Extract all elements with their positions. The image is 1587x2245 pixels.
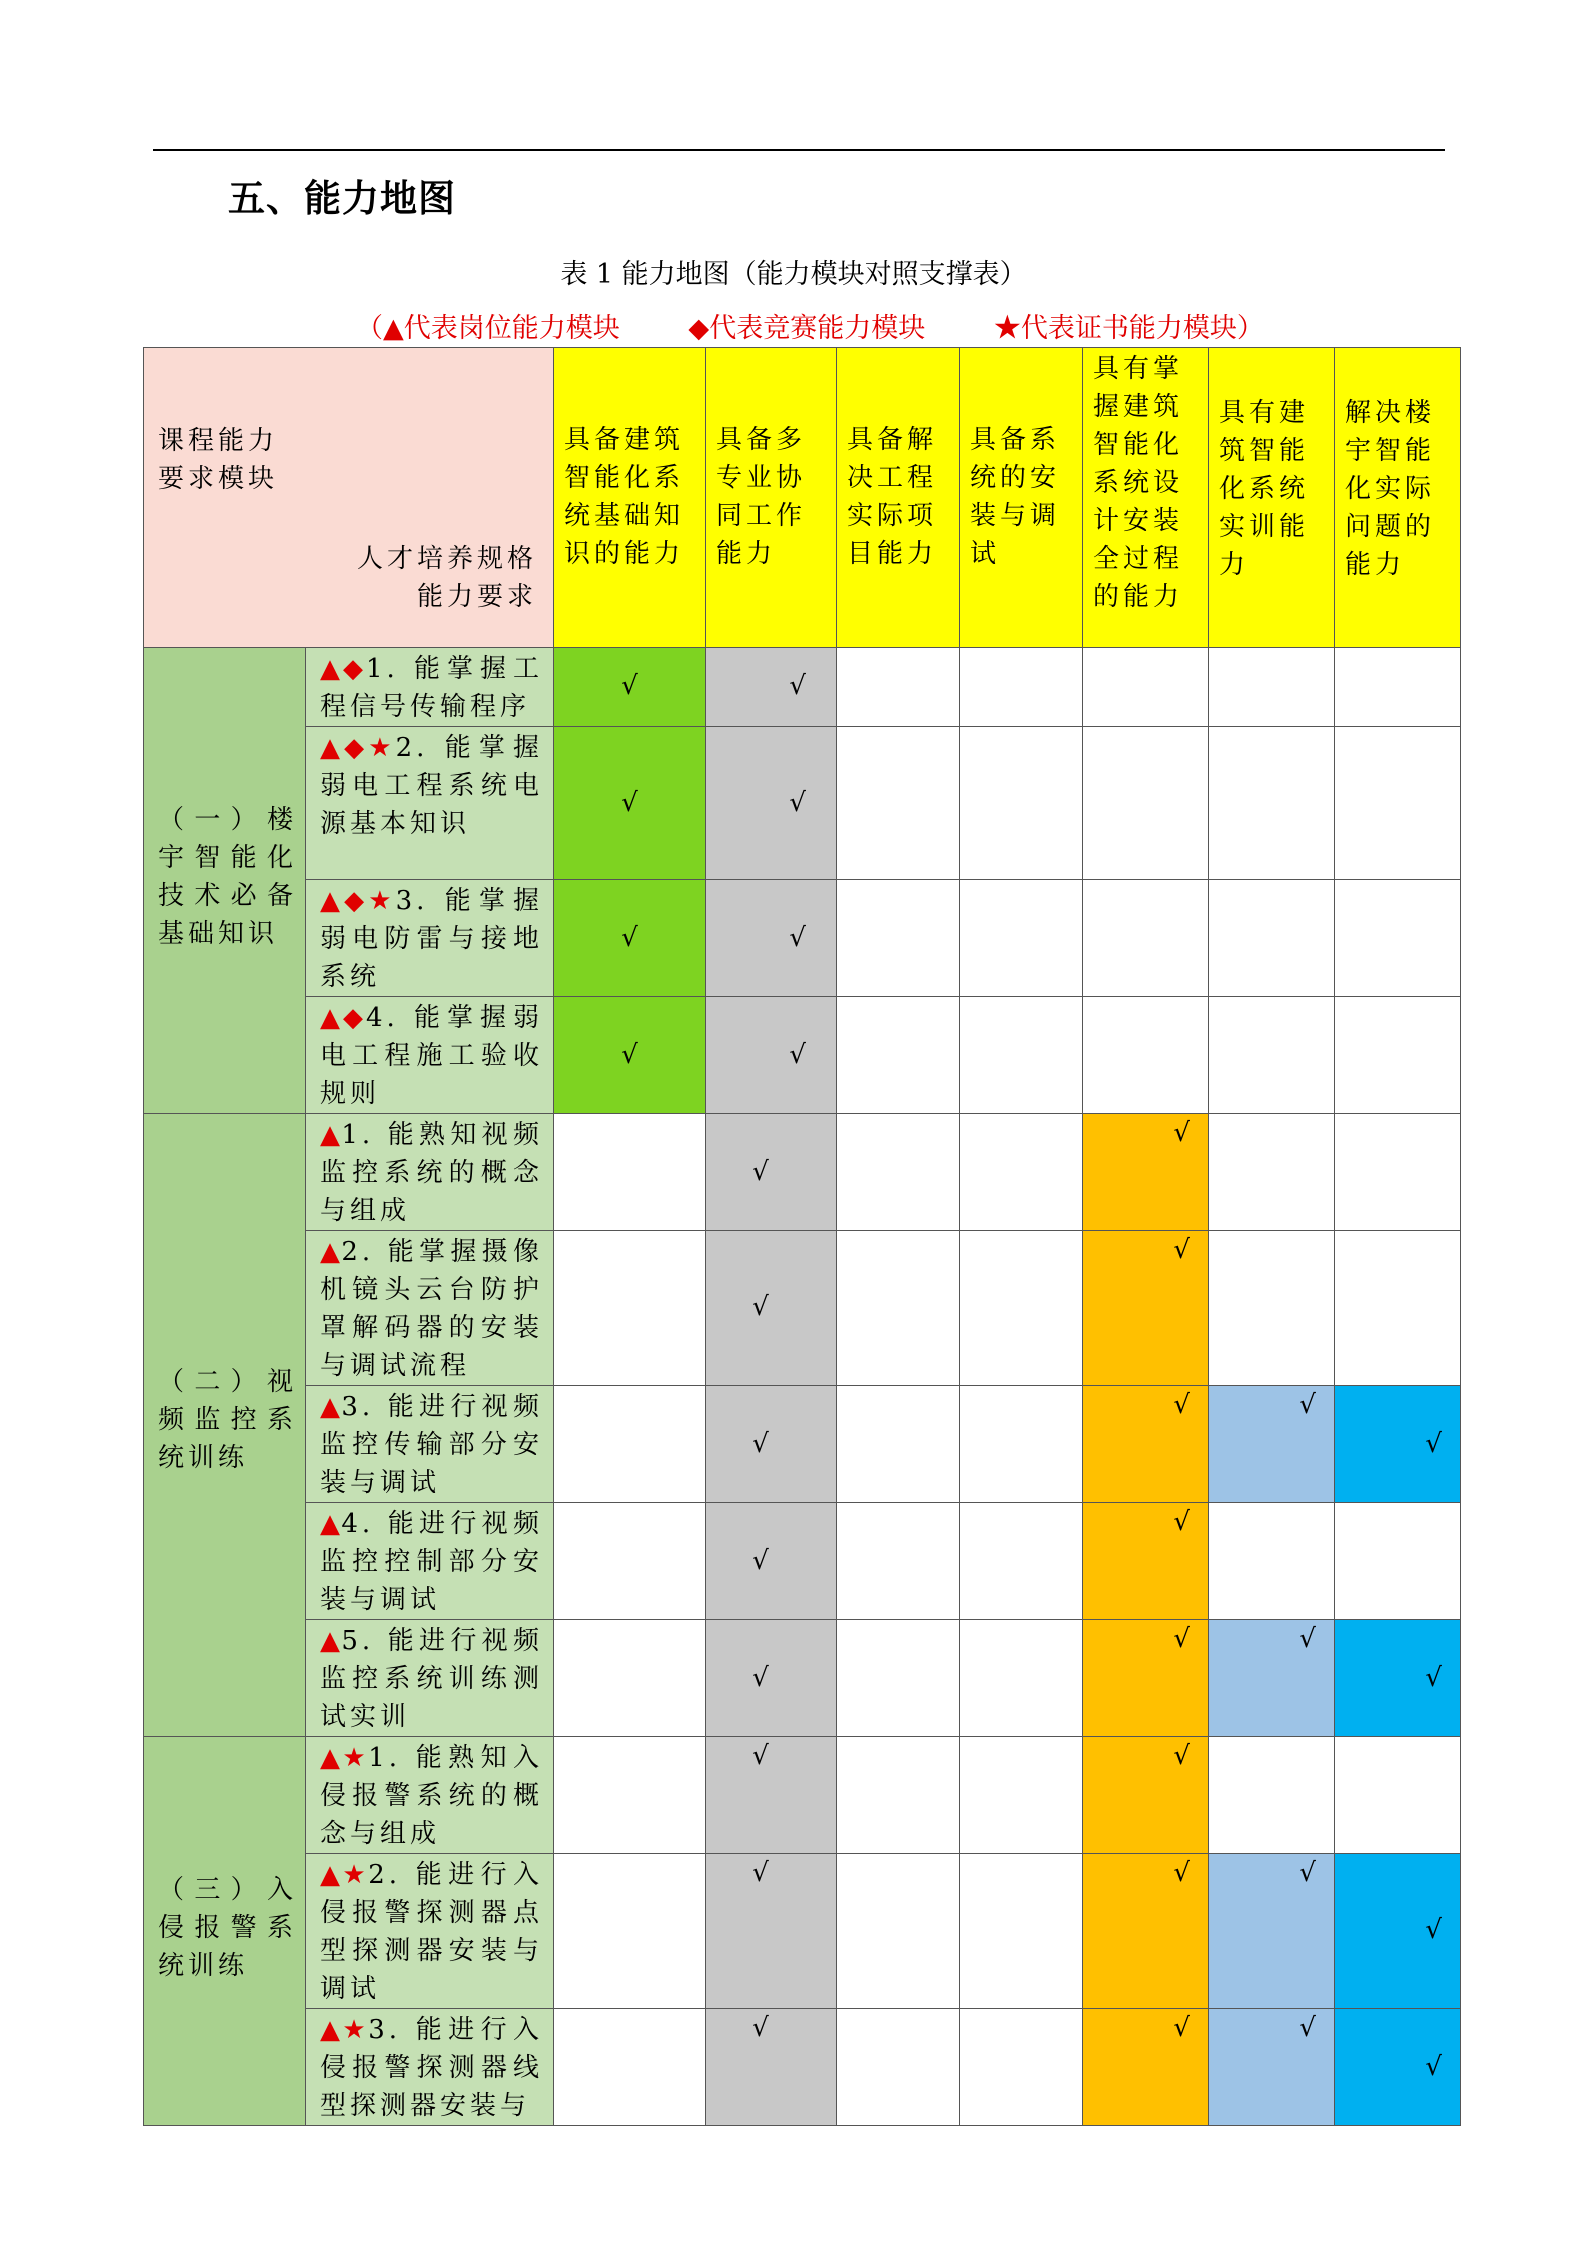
check-mark: √ [1173,2013,1190,2043]
item-text: 3. 能进行入侵报警探测器线型探测器安装与 [320,2015,543,2121]
ability-cell [1083,1386,1209,1503]
check-mark: √ [1173,1741,1190,1771]
header-column-5 [1083,348,1209,648]
ability-cell [960,1854,1083,2009]
item-cell-wrap [306,2009,553,2125]
ability-cell [1083,648,1209,727]
ability-cell [1209,997,1335,1114]
ability-cell [837,1737,960,1854]
module-cell-wrap [144,648,305,1106]
ability-cell [837,880,960,997]
table-caption: 表 1 能力地图（能力模块对照支撑表） [560,259,1027,290]
ability-cell [1209,1503,1335,1620]
ability-cell [1083,2009,1209,2126]
check-mark: √ [621,922,638,953]
check-mark: √ [1425,2051,1442,2082]
item-cell-wrap [306,1114,553,1230]
check-mark: √ [1173,1390,1190,1420]
header-column-2 [706,348,837,648]
item-cell [306,1114,554,1231]
item-text: 2. 能掌握弱电工程系统电源基本知识 [320,733,543,839]
item-cell [306,2009,554,2126]
item-marks: ▲★ [320,2015,369,2045]
ability-cell [1083,1231,1209,1386]
header-column-wrap [1083,348,1208,647]
ability-cell [960,2009,1083,2126]
module-cell-wrap [144,1114,305,1726]
ability-cell [1083,1114,1209,1231]
item-text: 2. 能进行入侵报警探测器点型探测器安装与调试 [320,1860,543,2004]
check-mark: √ [1425,1662,1442,1693]
check-mark: √ [1299,1624,1316,1654]
ability-cell [837,1503,960,1620]
item-cell-wrap [306,648,553,726]
item-cell [306,1737,554,1854]
ability-cell [837,727,960,880]
legend: （▲代表岗位能力模块 ◆代表竞赛能力模块 ★代表证书能力模块） [356,313,1264,344]
ability-cell [960,997,1083,1114]
header-column-label: 具有掌 握建筑 智能化 系统设 计安装 全过程 的能力 [1093,354,1184,612]
ability-cell [1209,1737,1335,1854]
item-cell-wrap [306,1854,553,2008]
ability-cell [960,1231,1083,1386]
item-text: 3. 能掌握弱电防雷与接地系统 [320,886,543,992]
ability-cell [554,648,706,727]
ability-cell [706,880,837,997]
ability-cell [706,648,837,727]
ability-cell [554,1737,706,1854]
ability-cell [706,2009,837,2126]
header-column-label: 具备多 专业协 同工作 能力 [716,424,807,569]
ability-cell [706,1620,837,1737]
check-mark: √ [1173,1118,1190,1148]
ability-cell [1209,1114,1335,1231]
check-mark: √ [752,1428,769,1459]
item-text: 4. 能掌握弱电工程施工验收规则 [320,1003,543,1109]
ability-cell [554,1231,706,1386]
ability-cell [706,1737,837,1854]
ability-cell [1209,1231,1335,1386]
top-rule [153,149,1445,151]
module-cell-wrap [144,1737,305,2119]
item-cell [306,648,554,727]
check-mark: √ [621,1039,638,1070]
ability-cell [960,1503,1083,1620]
module-cell-1 [144,648,306,1114]
item-marks: ▲ [320,1392,342,1422]
item-marks: ▲★ [320,1743,369,1773]
ability-cell [706,1386,837,1503]
ability-cell [554,1114,706,1231]
ability-cell [837,1231,960,1386]
item-cell-wrap [306,1386,553,1502]
check-mark: √ [1173,1858,1190,1888]
ability-cell [554,1386,706,1503]
ability-cell [706,727,837,880]
ability-cell [1209,880,1335,997]
ability-cell [1335,2009,1461,2126]
header-column-4 [960,348,1083,648]
ability-cell [837,1854,960,2009]
ability-cell [960,880,1083,997]
ability-cell [837,997,960,1114]
ability-cell [1335,1231,1461,1386]
item-cell [306,1386,554,1503]
ability-cell [1083,1620,1209,1737]
check-mark: √ [1299,2013,1316,2043]
item-cell [306,1620,554,1737]
ability-cell [554,1854,706,2009]
ability-cell [960,1386,1083,1503]
ability-cell [706,1114,837,1231]
item-marks: ▲ [320,1120,342,1150]
ability-cell [1335,1386,1461,1503]
header-corner-cell [144,348,554,648]
ability-cell [960,1114,1083,1231]
check-mark: √ [752,1858,769,1888]
ability-cell [1335,727,1461,880]
ability-cell [1335,1620,1461,1737]
ability-cell [1083,727,1209,880]
header-column-wrap [1209,348,1334,647]
ability-cell [960,1737,1083,1854]
ability-cell [960,1620,1083,1737]
item-text: 5. 能进行视频监控系统训练测试实训 [320,1626,544,1732]
header-column-wrap [837,348,959,645]
check-mark: √ [752,1741,769,1771]
item-marks: ▲ [320,1626,342,1656]
item-marks: ▲ [320,1509,342,1539]
ability-cell [554,997,706,1114]
item-cell-wrap [306,1737,553,1853]
check-mark: √ [789,1039,806,1070]
check-mark: √ [1173,1624,1190,1654]
header-column-wrap [1335,348,1460,647]
ability-cell [1209,648,1335,727]
check-mark: √ [1425,1915,1442,1945]
header-corner-bottom: 人才培养规格 能力要求 [356,544,537,612]
ability-cell [960,648,1083,727]
ability-cell [706,997,837,1114]
ability-cell [554,727,706,880]
module-cell-2 [144,1114,306,1737]
item-cell [306,1231,554,1386]
ability-cell [554,2009,706,2126]
check-mark: √ [752,2013,769,2043]
ability-cell [706,1503,837,1620]
check-mark: √ [752,1662,769,1693]
ability-cell [1083,1503,1209,1620]
header-column-wrap [960,348,1082,645]
header-corner-top: 课程能力 要求模块 [158,426,279,494]
item-marks: ▲★ [320,1860,369,1890]
ability-cell [1083,1737,1209,1854]
ability-cell [1083,880,1209,997]
item-cell-wrap [306,1620,553,1736]
module-name: （二）视频监控系统训练 [158,1367,297,1473]
ability-cell [1209,727,1335,880]
header-column-label: 具备建筑 智能化系 统基础知 识的能力 [564,424,685,569]
item-cell-wrap [306,1503,553,1619]
header-column-label: 解决楼 宇智能 化实际 问题的 能力 [1345,398,1436,580]
ability-cell [1335,1854,1461,2009]
ability-cell [1335,880,1461,997]
check-mark: √ [752,1545,769,1576]
item-marks: ▲ [320,1237,342,1267]
item-text: 4. 能进行视频监控控制部分安装与调试 [320,1509,544,1615]
ability-cell [706,1854,837,2009]
item-text: 1. 能掌握工程信号传输程序 [320,654,543,722]
item-text: 2. 能掌握摄像机镜头云台防护罩解码器的安装与调试流程 [320,1237,544,1381]
item-cell [306,997,554,1114]
item-cell-wrap [306,997,553,1113]
header-column-wrap [706,348,836,645]
ability-cell [1335,1737,1461,1854]
ability-cell [960,727,1083,880]
item-cell [306,1854,554,2009]
ability-cell [1083,1854,1209,2009]
ability-cell [837,1620,960,1737]
item-text: 1. 能熟知入侵报警系统的概念与组成 [320,1743,543,1849]
ability-cell [554,1620,706,1737]
module-name: （一）楼宇智能化技术必备基础知识 [158,805,297,949]
header-column-label: 具备解 决工程 实际项 目能力 [847,424,938,569]
item-cell [306,1503,554,1620]
ability-cell [1209,1386,1335,1503]
ability-cell [1209,1854,1335,2009]
check-mark: √ [752,1156,769,1187]
header-column-3 [837,348,960,648]
ability-cell [554,880,706,997]
header-column-wrap [554,348,705,645]
item-cell-wrap [306,727,553,843]
item-text: 3. 能进行视频监控传输部分安装与调试 [320,1392,544,1498]
ability-cell [1335,1503,1461,1620]
check-mark: √ [1299,1390,1316,1420]
check-mark: √ [1425,1428,1442,1459]
item-marks: ▲◆★ [320,733,396,763]
ability-cell [837,648,960,727]
check-mark: √ [621,788,638,818]
ability-cell [1209,2009,1335,2126]
item-marks: ▲◆ [320,1003,366,1033]
ability-cell [837,1386,960,1503]
ability-cell [1083,997,1209,1114]
item-marks: ▲◆ [320,654,366,684]
section-heading: 五、能力地图 [228,177,456,220]
ability-cell [1335,1114,1461,1231]
check-mark: √ [1173,1235,1190,1265]
ability-cell [706,1231,837,1386]
header-column-label: 具备系 统的安 装与调 试 [970,424,1061,569]
header-column-label: 具有建 筑智能 化系统 实训能 力 [1219,398,1310,580]
ability-map-table [143,347,1461,2126]
header-column-7 [1335,348,1461,648]
item-cell [306,727,554,880]
ability-cell [1335,648,1461,727]
ability-cell [837,2009,960,2126]
header-column-6 [1209,348,1335,648]
check-mark: √ [752,1292,769,1322]
item-cell-wrap [306,880,553,996]
ability-cell [1335,997,1461,1114]
ability-cell [837,1114,960,1231]
ability-cell [1209,1620,1335,1737]
check-mark: √ [1173,1507,1190,1537]
header-column-1 [554,348,706,648]
item-marks: ▲◆★ [320,886,396,916]
ability-cell [554,1503,706,1620]
check-mark: √ [1299,1858,1316,1888]
module-name: （三）入侵报警系统训练 [158,1875,297,1981]
item-cell [306,880,554,997]
check-mark: √ [789,788,806,818]
check-mark: √ [789,922,806,953]
check-mark: √ [789,671,806,701]
module-cell-3 [144,1737,306,2126]
item-cell-wrap [306,1231,553,1385]
check-mark: √ [621,671,638,701]
item-text: 1. 能熟知视频监控系统的概念与组成 [320,1120,544,1226]
